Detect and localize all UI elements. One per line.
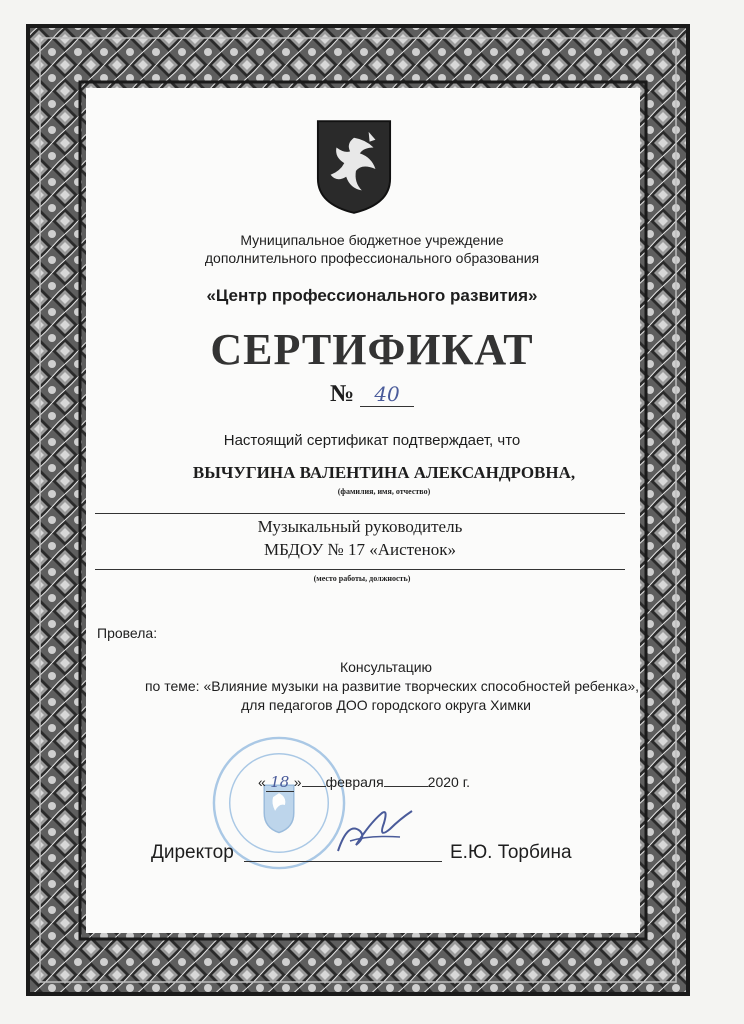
coat-of-arms-emblem [315, 118, 393, 216]
date-close-quote: » [293, 774, 302, 790]
position-line-2: МБДОУ № 17 «Аистенок» [264, 540, 456, 559]
date-year: 2020 г. [427, 774, 470, 790]
org-line-1: Муниципальное бюджетное учреждение [240, 232, 504, 248]
position-caption: (место работы, должность) [313, 574, 411, 583]
org-name: «Центр профессионального развития» [206, 286, 538, 305]
date-open-quote: « [258, 774, 266, 790]
certificate-number [0, 381, 744, 408]
date-month: февраля [325, 774, 384, 790]
org-line-2: дополнительного профессионального образования [204, 250, 540, 266]
issue-date [258, 773, 470, 792]
number-value: 40 [360, 382, 414, 407]
date-day: 18 [266, 773, 294, 792]
event-type: Консультацию [339, 659, 433, 675]
signature-role: Директор [151, 842, 234, 863]
event-label: Провела: [97, 625, 158, 641]
certificate-title: СЕРТИФИКАТ [210, 325, 534, 374]
event-audience: для педагогов ДОО городского округа Химки [241, 697, 531, 713]
handwritten-signature [330, 800, 420, 862]
divider-line [95, 569, 625, 570]
confirm-text: Настоящий сертификат подтверждает, что [223, 432, 521, 449]
position-line-1: Музыкальный руководитель [257, 517, 463, 536]
divider-line [95, 513, 625, 514]
signatory-name: Е.Ю. Торбина [450, 842, 572, 863]
event-topic: по теме: «Влияние музыки на развитие творческих способностей ребенка», [144, 678, 640, 694]
recipient-name: ВЫЧУГИНА ВАЛЕНТИНА АЛЕКСАНДРОВНА, [192, 463, 576, 482]
number-prefix: № [329, 381, 355, 407]
name-caption: (фамилия, имя, отчество) [337, 487, 431, 496]
